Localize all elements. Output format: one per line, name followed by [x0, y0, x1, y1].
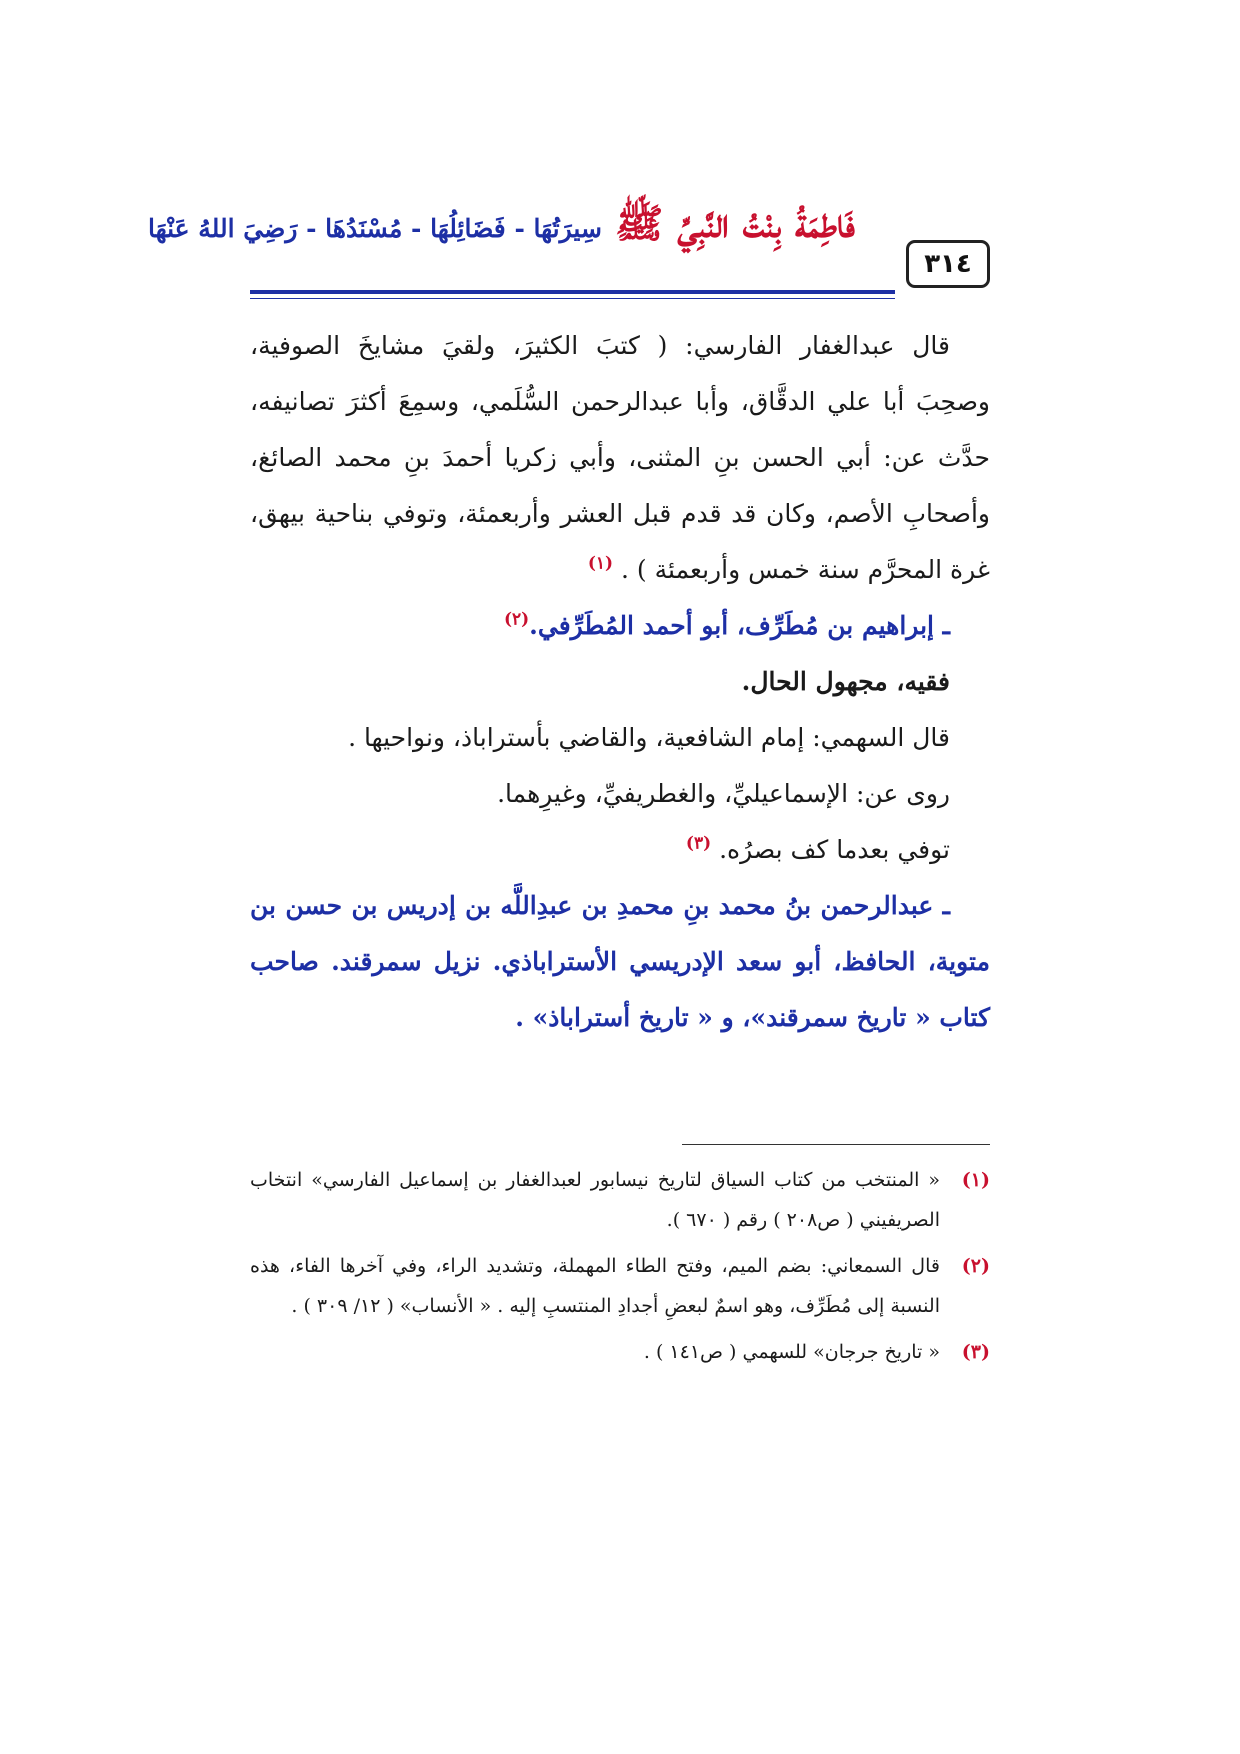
header-rule-thin [250, 298, 895, 299]
entry-status: فقيه، مجهول الحال. [741, 667, 950, 696]
footnote-text: قال السمعاني: بضم الميم، وفتح الطاء المهملة، وتشديد الراء، وفي آخرها الفاء، هذه النسبة إلى مُطَرِّف، وهو اسمٌ لبعضِ أجدادِ المنتسبِ إليه . « الأنساب» ( ١٢/ ٣٠٩ ) . [250, 1255, 940, 1317]
page-number-badge: ٣١٤ [906, 240, 990, 288]
footnote-number: (١) [961, 1169, 990, 1191]
entry-death [250, 822, 990, 878]
footnote-2 [250, 1246, 990, 1326]
entry-quote-sahmi: قال السهمي: إمام الشافعية، والقاضي بأستراباذ، ونواحيها . [348, 723, 950, 752]
entry-heading-ibrahim [250, 598, 990, 654]
entry-heading-ibrahim-text: ـ إبراهيم بن مُطَرِّف، أبو أحمد المُطَرِّفي. [529, 611, 950, 640]
footnote-ref-1: (١) [587, 553, 614, 574]
page-header [148, 190, 990, 300]
footnote-1 [250, 1160, 990, 1240]
footnote-ref-2: (٢) [503, 609, 530, 630]
footnotes [250, 1160, 990, 1378]
paragraph-quote-text: قال عبدالغفار الفارسي: ( كتبَ الكثيرَ، ولقيَ مشايخَ الصوفية، وصحِبَ أبا علي الدقَّاق، وأبا عبدالرحمن السُّلَمي، وسمِعَ أكثرَ تصانيفه، حدَّث عن: أبي الحسن بنِ المثنى، وأبي زكريا أحمدَ بنِ محمد الصائغ، وأصحابِ الأصم، وكان قد قدم قبل العشر وأربعمئة، وتوفي بناحية بيهق، غرة المحرَّم سنة خمس وأربعمئة ) . [250, 331, 990, 584]
footnote-text: « تاريخ جرجان» للسهمي ( ص١٤١ ) . [643, 1341, 940, 1363]
header-rule [250, 290, 895, 294]
main-text [250, 318, 990, 1046]
footnote-separator [682, 1144, 990, 1145]
footnote-text: « المنتخب من كتاب السياق لتاريخ نيسابور لعبدالغفار بن إسماعيل الفارسي» انتخاب الصريفيني ( ص٢٠٨ ) رقم ( ٦٧٠ ). [250, 1169, 940, 1231]
paragraph-quote [250, 318, 990, 598]
footnote-3 [250, 1332, 990, 1372]
footnote-number: (٣) [961, 1341, 990, 1363]
entry-death-text: توفي بعدما كف بصرُه. [719, 835, 950, 864]
book-subtitle: سِيرَتُهَا - فَضَائِلُهَا - مُسْنَدُهَا - رَضِيَ اللهُ عَنْهَا [148, 214, 602, 243]
book-title: فَاطِمَةُ بِنْتُ النَّبِيِّ ﷺ [615, 200, 855, 247]
footnote-ref-3: (٣) [685, 833, 712, 854]
entry-narrated-from: روى عن: الإسماعيليِّ، والغطريفيِّ، وغيرِهما. [497, 779, 950, 808]
entry-heading-idrisi: ـ عبدالرحمن بنُ محمد بنِ محمدِ بن عبدِاللَّه بن إدريس بن حسن بن متوية، الحافظ، أبو سعد الإدريسي الأستراباذي. نزيل سمرقند. صاحب كتاب « تاريخ سمرقند»، و « تاريخ أستراباذ» . [250, 891, 990, 1032]
footnote-number: (٢) [961, 1255, 990, 1277]
running-title [148, 200, 855, 247]
